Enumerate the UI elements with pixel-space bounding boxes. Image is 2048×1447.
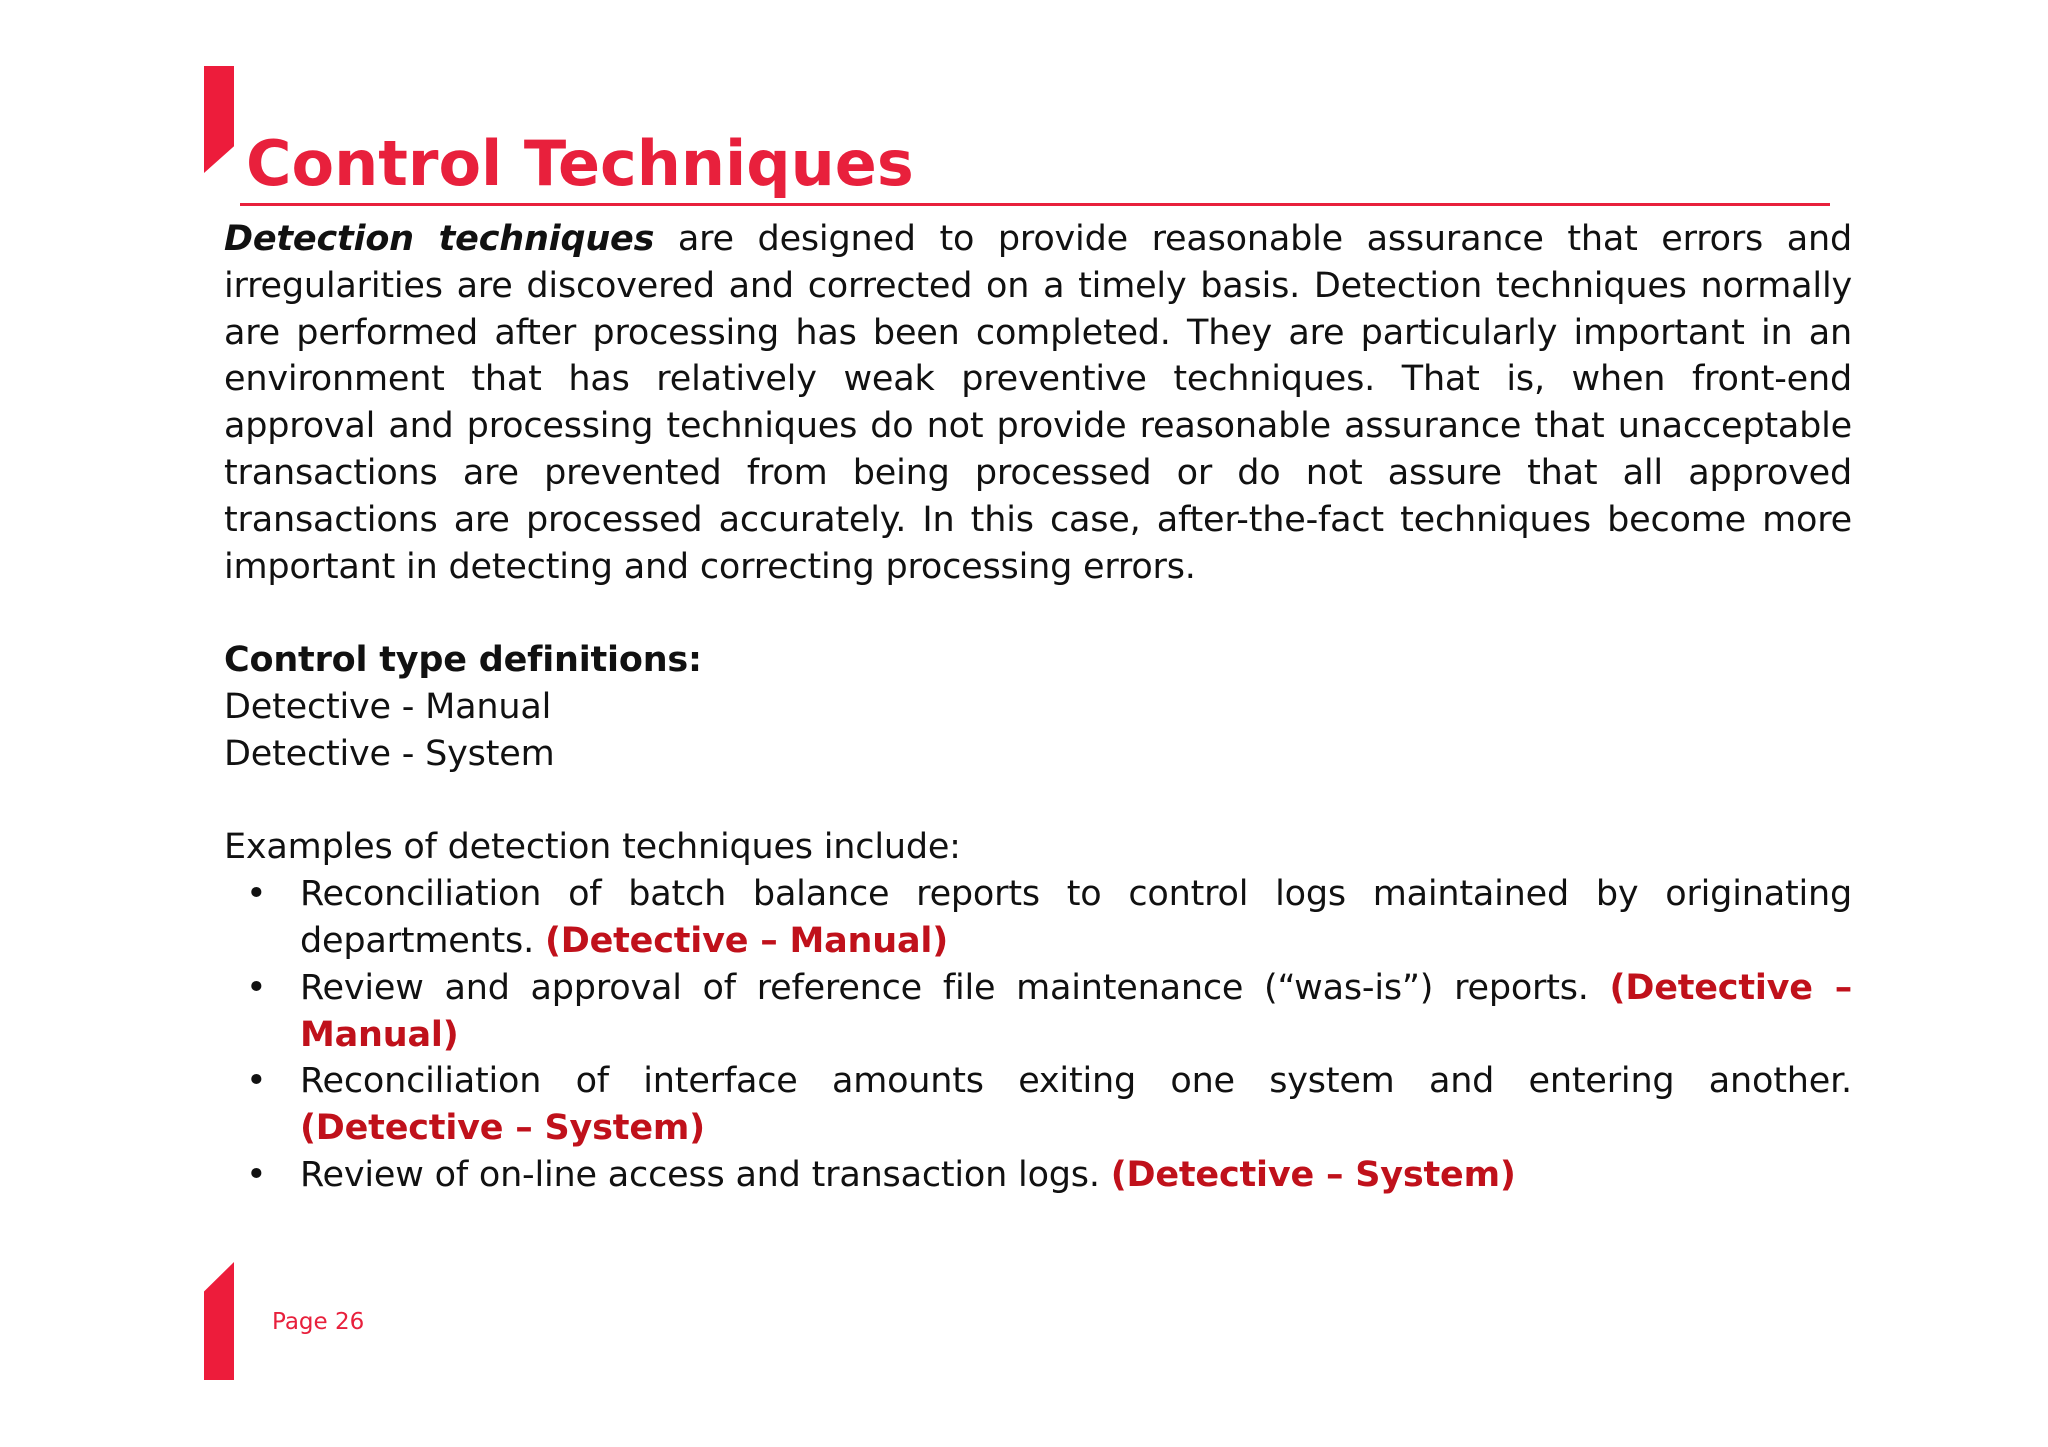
example-text: Reconciliation of interface amounts exiting one system and entering another.	[300, 1061, 1852, 1102]
example-tag: (Detective – Manual)	[300, 967, 1852, 1055]
example-tag: (Detective – System)	[300, 1108, 705, 1149]
intro-paragraph	[224, 216, 1852, 590]
bullet-icon: •	[246, 1061, 267, 1102]
example-text: Review and approval of reference file maintenance (“was-is”) reports.	[300, 967, 1610, 1008]
bottom-accent-bar	[204, 1262, 234, 1380]
example-item	[224, 1058, 1852, 1152]
bullet-icon: •	[246, 874, 267, 915]
example-item	[224, 1152, 1852, 1199]
title-underline	[240, 203, 1830, 206]
bullet-icon: •	[246, 967, 267, 1008]
page-number: Page 26	[272, 1309, 365, 1335]
bullet-icon: •	[246, 1154, 267, 1195]
intro-lead: Detection techniques	[224, 219, 655, 259]
spacer	[224, 590, 1852, 637]
example-tag: (Detective – Manual)	[544, 920, 948, 961]
examples-intro: Examples of detection techniques include:	[224, 827, 961, 868]
spacer	[224, 778, 1852, 825]
intro-text: are designed to provide reasonable assurance that errors and irregularities are discovered and corrected on a timely basis. Detection techniques normally are performed after processing has been completed. They are particularly important in an environment that has relatively weak preventive techniques. That is, when front-end approval and processing techniques do not provide reasonable assurance that unacceptable transactions are prevented from being processed or do not assure that all approved transactions are processed accurately. In this case, after-the-fact techniques become more important in detecting and correcting processing errors.	[224, 219, 1852, 587]
example-text: Reconciliation of batch balance reports to control logs maintained by originating departments.	[300, 874, 1852, 961]
top-accent-bar	[204, 66, 234, 173]
slide-body	[224, 216, 1852, 1199]
examples-list	[224, 871, 1852, 1199]
definition-item: Detective - Manual	[224, 686, 552, 727]
example-item	[224, 965, 1852, 1059]
example-item	[224, 871, 1852, 965]
definition-item: Detective - System	[224, 733, 555, 774]
example-tag: (Detective – System)	[1110, 1154, 1516, 1195]
slide-title: Control Techniques	[246, 127, 914, 200]
definitions-heading: Control type definitions:	[224, 640, 702, 681]
example-text: Review of on-line access and transaction logs.	[300, 1154, 1111, 1195]
